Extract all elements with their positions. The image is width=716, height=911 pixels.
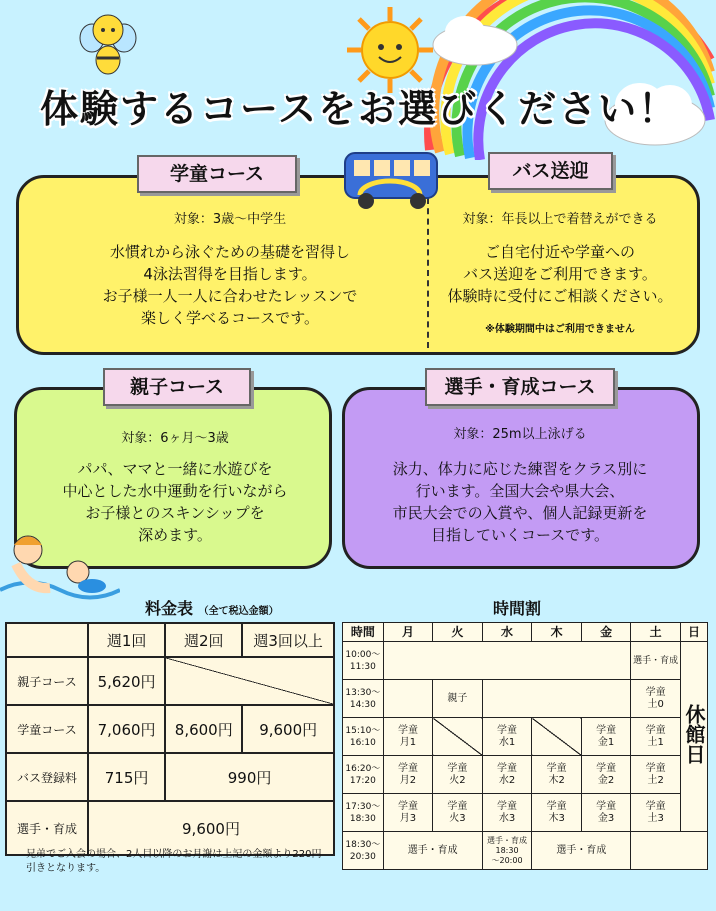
schedule-header: 水 <box>482 623 532 642</box>
schedule-cell: 学童 月3 <box>383 794 432 832</box>
gakudou-line: お子様一人一人に合わせたレッスンで <box>102 287 358 305</box>
schedule-header: 金 <box>581 623 630 642</box>
schedule-cell: 親子 <box>433 680 482 718</box>
schedule-cell: 選手・育成 18:30 〜20:00 <box>482 832 532 870</box>
fee-table-title <box>145 596 279 619</box>
oyako-line: お子様とのスキンシップを <box>85 504 265 522</box>
gakudou-line: 4泳法習得を目指します。 <box>143 265 317 283</box>
schedule-cell: 学童 水1 <box>482 718 532 756</box>
senshu-target: 対象：25m以上泳げる <box>453 427 587 442</box>
bus-line: 体験時に受付にご相談ください。 <box>447 287 673 305</box>
schedule-header: 火 <box>433 623 482 642</box>
schedule-time: 13:30〜14:30 <box>343 680 384 718</box>
schedule-cell: 学童 月1 <box>383 718 432 756</box>
schedule-empty <box>631 832 708 870</box>
bus-line: ご自宅付近や学童への <box>484 243 635 261</box>
schedule-header: 日 <box>681 623 708 642</box>
fee-row-name: バス登録料 <box>6 753 88 801</box>
schedule-cell: 学童 水2 <box>482 756 532 794</box>
gakudou-line: 楽しく学べるコースです。 <box>140 309 320 327</box>
oyako-line: 深めます。 <box>138 526 212 544</box>
schedule-cell: 学童 金3 <box>581 794 630 832</box>
fee-cell: 9,600円 <box>242 705 334 753</box>
oyako-target: 対象：6ヶ月〜3歳 <box>121 431 229 446</box>
senshu-line: 目指していくコースです。 <box>430 526 610 544</box>
fee-cell: 8,600円 <box>165 705 242 753</box>
parent-baby-illustration <box>0 520 120 610</box>
oyako-line: パパ、ママと一緒に水遊びを <box>77 460 273 478</box>
fee-row-name: 親子コース <box>6 657 88 705</box>
senshu-line: 泳力、体力に応じた練習をクラス別に <box>392 460 648 478</box>
fee-header-blank <box>6 623 88 657</box>
schedule-time: 10:00〜11:30 <box>343 642 384 680</box>
schedule-title: 時間割 <box>493 599 542 618</box>
schedule-time: 18:30〜20:30 <box>343 832 384 870</box>
schedule-cell: 学童 金1 <box>581 718 630 756</box>
schedule-cell: 選手・育成 <box>631 642 681 680</box>
bus-label: バス送迎 <box>488 152 613 190</box>
panel-divider <box>427 198 429 348</box>
fee-footnote: 兄弟でご入会の場合、2人目以降のお月謝は上記の金額より220円引きとなります。 <box>26 849 322 874</box>
schedule-header: 月 <box>383 623 432 642</box>
schedule-empty <box>532 718 581 756</box>
schedule-time: 16:20〜17:20 <box>343 756 384 794</box>
schedule-time: 17:30〜18:30 <box>343 794 384 832</box>
fee-cell-na <box>165 657 334 705</box>
closed-day-text: 休館日 <box>682 703 706 764</box>
bus-line: バス送迎をご利用できます。 <box>463 265 657 283</box>
gakudou-target: 対象：3歳〜中学生 <box>173 212 287 227</box>
fee-subtitle-text: （全て税込金額） <box>198 606 279 617</box>
bus-note: ※体験期間中はご利用できません <box>485 324 635 335</box>
schedule-cell: 学童 土3 <box>631 794 681 832</box>
fee-cell: 9,600円 <box>88 801 334 855</box>
schedule-cell: 学童 土0 <box>631 680 681 718</box>
cloud-icon <box>430 10 520 70</box>
schedule-cell: 学童 土2 <box>631 756 681 794</box>
fee-title-text: 料金表 <box>145 599 194 618</box>
fee-cell: 990円 <box>165 753 334 801</box>
oyako-course-label: 親子コース <box>103 368 251 406</box>
schedule-header: 木 <box>532 623 581 642</box>
gakudou-course-label: 学童コース <box>137 155 297 193</box>
fee-header-cell: 週2回 <box>165 623 242 657</box>
schedule-empty <box>433 718 482 756</box>
schedule-time: 15:10〜16:10 <box>343 718 384 756</box>
bus-target: 対象：年長以上で着替えができる <box>462 212 658 227</box>
senshu-line: 市民大会での入賞や、個人記録更新を <box>392 504 648 522</box>
schedule-cell: 学童 土1 <box>631 718 681 756</box>
schedule-cell: 学童 木3 <box>532 794 581 832</box>
fee-row-name: 選手・育成 <box>6 801 88 855</box>
schedule-cell: 学童 火3 <box>433 794 482 832</box>
gakudou-line: 水慣れから泳ぐための基礎を習得し <box>109 243 350 261</box>
schedule-header: 土 <box>631 623 681 642</box>
schedule-cell: 学童 火2 <box>433 756 482 794</box>
schedule-cell: 学童 水3 <box>482 794 532 832</box>
schedule-cell: 学童 金2 <box>581 756 630 794</box>
fee-header-cell: 週3回以上 <box>242 623 334 657</box>
page-title: 体験するコースをお選びください！ <box>40 87 679 131</box>
schedule-table <box>342 622 708 870</box>
schedule-empty <box>383 642 631 680</box>
schedule-empty <box>383 680 432 718</box>
senshu-description <box>350 458 690 546</box>
schedule-empty <box>482 680 631 718</box>
schedule-header: 時間 <box>343 623 384 642</box>
oyako-line: 中心とした水中運動を行いながら <box>62 482 288 500</box>
schedule-cell: 選手・育成 <box>383 832 482 870</box>
fee-header-cell: 週1回 <box>88 623 165 657</box>
bus-icon <box>340 145 445 215</box>
fee-table <box>5 622 335 856</box>
bee-icon <box>78 8 138 78</box>
fee-row-name: 学童コース <box>6 705 88 753</box>
schedule-cell: 学童 木2 <box>532 756 581 794</box>
schedule-cell: 学童 月2 <box>383 756 432 794</box>
fee-cell: 5,620円 <box>88 657 165 705</box>
senshu-line: 行います。全国大会や県大会、 <box>415 482 625 500</box>
gakudou-description <box>40 241 420 329</box>
senshu-course-label: 選手・育成コース <box>425 368 615 406</box>
closed-day <box>681 642 708 832</box>
schedule-cell: 選手・育成 <box>532 832 631 870</box>
fee-cell: 7,060円 <box>88 705 165 753</box>
bus-description <box>430 241 690 307</box>
fee-cell: 715円 <box>88 753 165 801</box>
